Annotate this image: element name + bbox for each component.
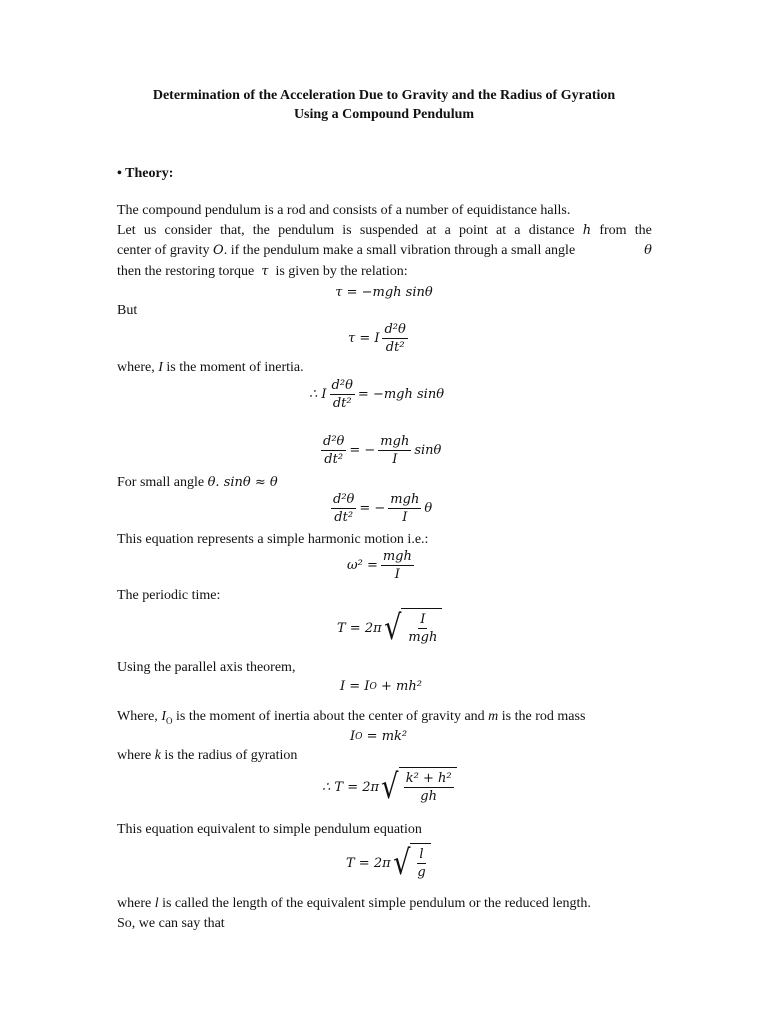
paragraph-1: The compound pendulum is a rod and consists of a number of equidistance halls.: [117, 203, 571, 218]
numerator: mgh: [382, 549, 412, 564]
denominator: I: [402, 510, 408, 525]
text-but: But: [117, 303, 138, 318]
so-line: So, we can say that: [117, 916, 225, 931]
word: suspended: [359, 223, 419, 238]
equation-torque-inertia: [348, 322, 411, 355]
variable-m: m: [488, 709, 499, 724]
fraction: [404, 771, 454, 804]
equation-io: [350, 729, 407, 744]
eq-rhs: sinθ: [414, 443, 442, 458]
radicand: [401, 608, 442, 648]
variable-theta: θ: [644, 243, 652, 258]
equation-small-angle: [328, 492, 432, 525]
numerator: mgh: [390, 492, 420, 507]
variable-I: I: [158, 360, 163, 375]
denominator: I: [394, 567, 400, 582]
word: a: [514, 223, 521, 238]
text-fragment: is the radius of gyration: [164, 748, 298, 763]
numerator: d²θ: [331, 378, 353, 393]
radical-sign: √: [392, 843, 411, 883]
fraction: [331, 492, 356, 525]
fraction: [388, 492, 421, 525]
denominator: mgh: [408, 630, 438, 645]
equation-simple-pendulum: [346, 843, 431, 883]
variable-O: O: [213, 243, 224, 258]
radicand: [410, 843, 430, 883]
word: distance: [528, 223, 575, 238]
eq-rhs: + mh²: [380, 679, 422, 694]
eq-lhs: T = 2π: [346, 855, 391, 871]
word: from: [599, 223, 627, 238]
eq-lhs: T = 2π: [337, 620, 382, 636]
periodic-line: The periodic time:: [117, 588, 221, 603]
equation-parallel-axis: [340, 679, 422, 694]
fraction: [406, 612, 439, 645]
radicand: [399, 767, 457, 807]
square-root: [391, 843, 431, 883]
text-fragment: then the restoring torque: [117, 264, 255, 279]
eq-rhs: θ: [424, 501, 433, 516]
word: point: [459, 223, 488, 238]
variable-h: h: [582, 223, 592, 238]
parallel-axis-line: Using the parallel axis theorem,: [117, 660, 296, 675]
theory-heading: • Theory:: [117, 166, 174, 181]
eq-lhs: τ = I: [348, 331, 380, 346]
eq-lhs: ω² =: [347, 558, 378, 573]
word: at: [496, 223, 507, 238]
denominator: I: [392, 452, 398, 467]
variable-tau: τ: [261, 264, 269, 279]
equation-angular-accel: [318, 434, 441, 467]
numerator: I: [420, 612, 426, 627]
simple-pendulum-line: This equation equivalent to simple pendulum equation: [117, 822, 422, 837]
word: Let: [117, 223, 136, 238]
text-fragment: For small angle: [117, 475, 205, 490]
text-fragment: where: [117, 748, 152, 763]
text-fragment: center of gravity: [117, 243, 210, 258]
approximation: θ. sinθ ≈ θ: [207, 475, 278, 490]
numerator: l: [419, 847, 424, 862]
subscript: O: [355, 731, 363, 742]
denominator: dt²: [324, 452, 344, 467]
radical-sign: √: [381, 767, 399, 807]
eq-operator: = −: [359, 501, 386, 516]
fraction: [381, 549, 414, 582]
equation-torque: τ = −mgh sinθ: [335, 285, 433, 300]
text-fragment: . if the pendulum make a small vibration through a small angle: [223, 243, 576, 258]
title-line-1: Determination of the Acceleration Due to Gravity and the Radius of Gyration: [152, 88, 616, 103]
numerator: mgh: [380, 434, 410, 449]
text-fragment: is the rod mass: [501, 709, 586, 724]
numerator: d²θ: [323, 434, 345, 449]
equation-period-gyration: [322, 767, 457, 807]
paragraph-2-line-2: [117, 243, 652, 259]
text-fragment: is given by the relation:: [275, 264, 408, 279]
word: the: [634, 223, 652, 238]
fraction: [382, 322, 407, 355]
paragraph-2-line-3: [117, 264, 408, 280]
fraction: [321, 434, 346, 467]
where-k-line: [117, 748, 297, 764]
small-angle-line: [117, 475, 278, 491]
equation-period: [337, 608, 442, 648]
subscript: O: [369, 681, 377, 692]
shm-line: This equation represents a simple harmonic motion i.e.:: [117, 532, 429, 547]
numerator: d²θ: [384, 322, 406, 337]
word: us: [143, 223, 157, 238]
denominator: dt²: [332, 396, 352, 411]
word: a: [444, 223, 451, 238]
text-fragment: is the moment of inertia.: [166, 360, 304, 375]
text-fragment: where: [117, 896, 152, 911]
fraction: [330, 378, 355, 411]
word: the: [252, 223, 270, 238]
where-io-line: [117, 709, 585, 726]
equation-therefore: [309, 378, 444, 411]
square-root: [382, 608, 443, 648]
variable-l: l: [154, 896, 159, 911]
eq-lhs: I: [350, 729, 356, 744]
eq-lhs: ∴ I: [309, 387, 327, 402]
equation-omega: [347, 549, 417, 582]
denominator: gh: [420, 789, 437, 804]
text-fragment: is the moment of inertia about the center of gravity and: [175, 709, 485, 724]
numerator: d²θ: [333, 492, 355, 507]
fraction: [415, 847, 427, 880]
word: at: [426, 223, 437, 238]
eq-lhs: I = I: [340, 679, 370, 694]
where-moment-of-inertia: [117, 360, 304, 376]
subscript: O: [165, 715, 173, 726]
eq-rhs: = −mgh sinθ: [357, 387, 445, 402]
word: consider: [164, 223, 212, 238]
variable-k: k: [154, 748, 161, 763]
eq-operator: = −: [349, 443, 376, 458]
radical-sign: √: [383, 608, 402, 648]
square-root: [379, 767, 457, 807]
variable-I: I: [161, 709, 166, 724]
fraction: [378, 434, 411, 467]
word: is: [342, 223, 352, 238]
word: that,: [220, 223, 245, 238]
numerator: k² + h²: [405, 771, 452, 786]
paragraph-2-line-1: [117, 223, 652, 239]
denominator: dt²: [334, 510, 354, 525]
denominator: g: [417, 865, 426, 880]
where-l-line: [117, 896, 591, 912]
text-fragment: is called the length of the equivalent simple pendulum or the reduced length.: [162, 896, 591, 911]
word: pendulum: [278, 223, 335, 238]
title-line-2: Using a Compound Pendulum: [293, 107, 475, 122]
text-fragment: Where,: [117, 709, 158, 724]
denominator: dt²: [385, 340, 405, 355]
text-fragment: where,: [117, 360, 155, 375]
eq-lhs: ∴ T = 2π: [322, 779, 380, 795]
eq-rhs: = mk²: [366, 729, 408, 744]
